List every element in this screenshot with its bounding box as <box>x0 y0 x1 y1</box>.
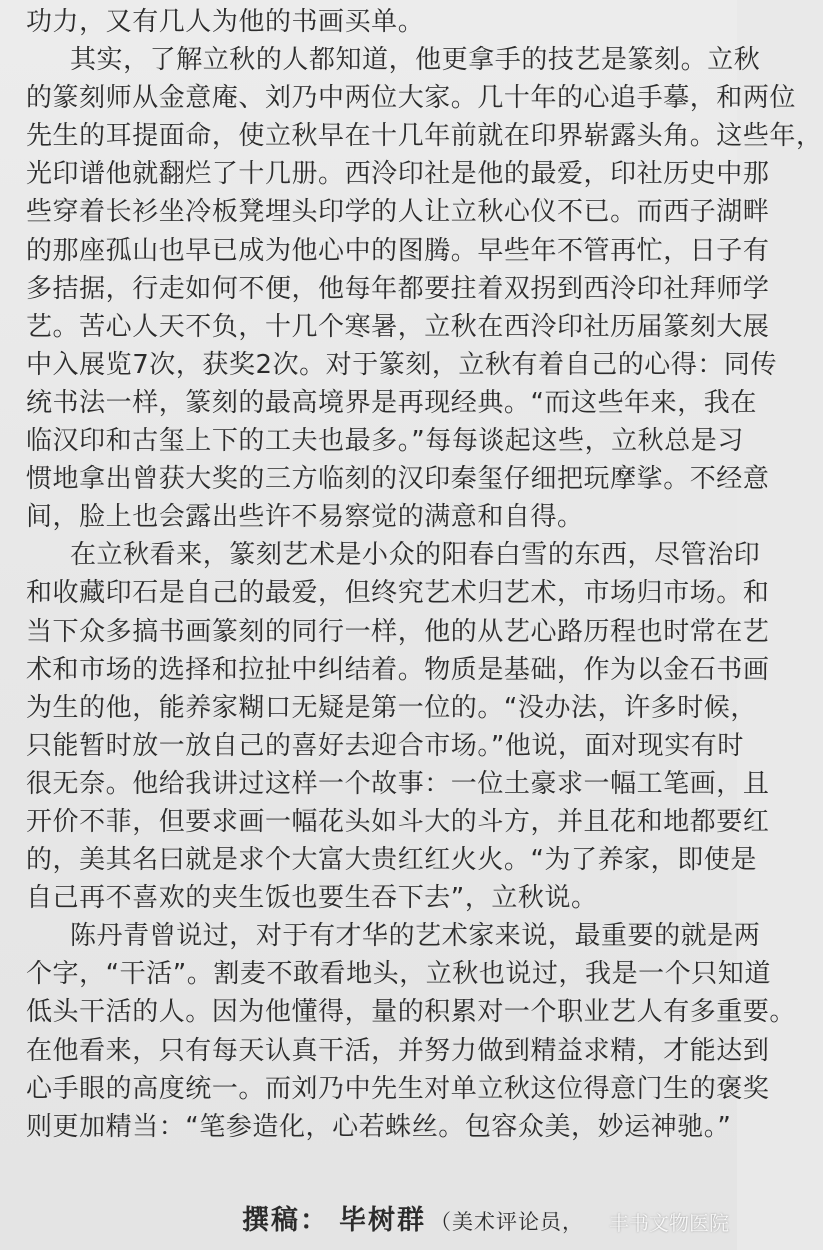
watermark-logo: 丰书文物医院 <box>609 1211 729 1235</box>
text-line: 功力，又有几人为他的书画买单。 <box>26 7 425 37</box>
text-line: 为生的他，能养家糊口无疑是第一位的。“没办法，许多时候， <box>26 692 757 723</box>
text-line: 间，脸上也会露出些许不易察觉的满意和自得。 <box>26 502 584 533</box>
text-line: 当下众多搞书画篆刻的同行一样，他的从艺心路历程也时常在艺 <box>26 616 770 647</box>
text-line: 开价不菲，但要求画一幅花头如斗大的斗方，并且花和地都要红 <box>26 806 770 837</box>
author-name: 毕树群 <box>339 1205 426 1236</box>
text-line: 艺。苦心人天不负，十几个寒暑，立秋在西泠印社历届篆刻大展 <box>26 311 770 342</box>
text-line: 其实，了解立秋的人都知道，他更拿手的技艺是篆刻。立秋 <box>70 45 761 76</box>
article-body <box>26 3 823 1146</box>
text-line: 些穿着长衫坐冷板凳埋头印学的人让立秋心仪不已。而西子湖畔 <box>26 197 770 228</box>
text-line: 统书法一样，篆刻的最高境界是再现经典。“而这些年来，我在 <box>26 387 757 418</box>
text-line: 只能暂时放一放自己的喜好去迎合市场。”他说，面对现实有时 <box>26 730 744 761</box>
text-line: 惯地拿出曾获大奖的三方临刻的汉印秦玺仔细把玩摩挲。不经意 <box>26 464 770 495</box>
text-line: 自己再不喜欢的夹生饭也要生吞下去”，立秋说。 <box>26 883 598 914</box>
text-line: 光印谱他就翻烂了十几册。西泠印社是他的最爱，印社历史中那 <box>26 159 770 190</box>
text-line: 临汉印和古玺上下的工夫也最多。”每每谈起这些，立秋总是习 <box>26 426 744 457</box>
text-line: 术和市场的选择和拉扯中纠结着。物质是基础，作为以金石书画 <box>26 654 770 685</box>
author-role: （美术评论员， <box>430 1210 584 1234</box>
text-line: 的那座孤山也早已成为他心中的图腾。早些年不管再忙，日子有 <box>26 235 770 266</box>
byline <box>242 1199 584 1243</box>
text-line: 的篆刻师从金意庵、刘乃中两位大家。几十年的心追手摹，和两位 <box>26 83 796 114</box>
text-line: 很无奈。他给我讲过这样一个故事：一位土豪求一幅工笔画，且 <box>26 768 770 799</box>
text-line: 心手眼的高度统一。而刘乃中先生对单立秋这位得意门生的褒奖 <box>26 1073 770 1104</box>
byline-label: 撰稿： <box>242 1205 329 1236</box>
text-line: 低头干活的人。因为他懂得，量的积累对一个职业艺人有多重要。 <box>26 997 796 1028</box>
text-line: 多拮据，行走如何不便，他每年都要拄着双拐到西泠印社拜师学 <box>26 273 770 304</box>
text-line: 先生的耳提面命，使立秋早在十几年前就在印界崭露头角。这些年， <box>26 121 823 152</box>
text-line: 的，美其名曰就是求个大富大贵红红火火。“为了养家，即使是 <box>26 845 757 876</box>
text-line: 在立秋看来，篆刻艺术是小众的阳春白雪的东西，尽管治印 <box>70 540 761 571</box>
text-line: 中入展览7次，获奖2次。对于篆刻，立秋有着自己的心得：同传 <box>26 349 778 380</box>
text-line: 则更加精当：“笔参造化，心若蛛丝。包容众美，妙运神驰。” <box>26 1111 732 1142</box>
text-line: 和收藏印石是自己的最爱，但终究艺术归艺术，市场归市场。和 <box>26 578 770 609</box>
text-line: 在他看来，只有每天认真干活，并努力做到精益求精，才能达到 <box>26 1035 770 1066</box>
text-line: 个字，“干活”。割麦不敢看地头，立秋也说过，我是一个只知道 <box>26 959 771 990</box>
text-line: 陈丹青曾说过，对于有才华的艺术家来说，最重要的就是两 <box>70 921 761 952</box>
